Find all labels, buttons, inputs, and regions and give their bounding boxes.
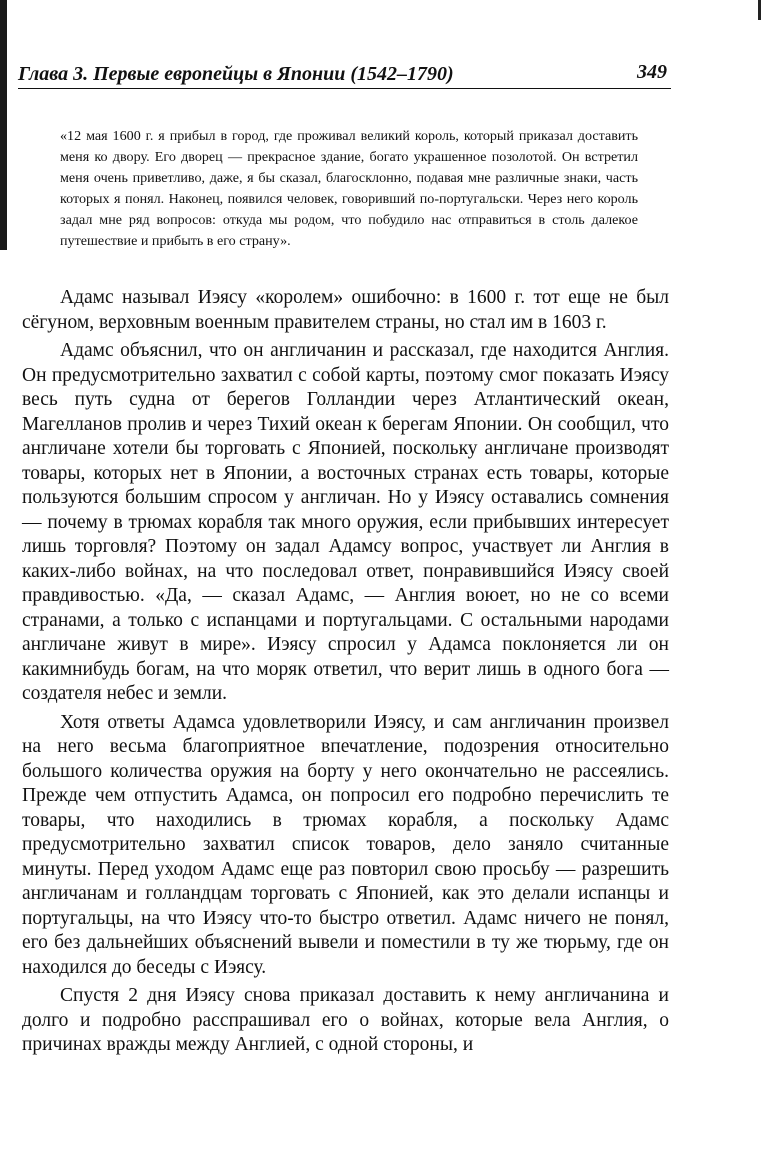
body-text <box>22 286 669 1058</box>
chapter-title: Глава 3. Первые европейцы в Японии (1542–1790) <box>18 63 454 85</box>
paragraph: Адамс называл Иэясу «королем» ошибочно: в 1600 г. тот еще не был сёгуном, верховным военным правителем страны, но стал им в 1603 г. <box>22 287 669 333</box>
block-quote: «12 мая 1600 г. я прибыл в город, где проживал великий король, который приказал доставить меня ко двору. Его дворец — прекрасное здание, богато украшенное позолотой. Он встретил меня очень приветливо, даже, я бы сказал, благосклонно, подавая мне различные знаки, часть которых я понял. Наконец, появился человек, говоривший по-португальски. Через него король задал мне ряд вопросов: откуда мы родом, что побудило нас отправиться в столь далекое путешествие и прибыть в его страну». <box>60 128 638 249</box>
scan-left-edge <box>0 0 7 250</box>
paragraph: Адамс объяснил, что он англичанин и рассказал, где находится Англия. Он предусмотрительно захватил с собой карты, поэтому смог показать Иэясу весь путь судна от берегов Голландии через Атлантический океан, Магелланов пролив и через Тихий океан к берегам Японии. Он сообщил, что англичане хотели бы торговать с Японией, поскольку англичане производят товары, которых нет в Японии, а восточных странах есть товары, которые пользуются большим спросом у англичан. Но у Иэясу оставались сомнения — почему в трюмах корабля так много оружия, если прибывших интересует лишь торговля? Поэтому он задал Адамсу вопрос, участвует ли Англия в каких-либо войнах, на что последовал ответ, понравившийся Иэясу своей правдивостью. «Да, — сказал Адамс, — Англия воюет, но не со всеми странами, а только с испанцами и португальцами. С остальными народами англичане живут в мире». Иэясу спросил у Адамса поклоняется ли он какимнибудь богам, на что моряк ответил, что верит лишь в одного бога — создателя небес и земли. <box>22 340 669 704</box>
paragraph: Хотя ответы Адамса удовлетворили Иэясу, и сам англичанин произвел на него весьма благоприятное впечатление, подозрения относительно большого количества оружия на борту у него окончательно не рассеялись. Прежде чем отпустить Адамса, он попросил его подробно перечислить те товары, что находились в трюмах корабля, а поскольку Адамс предусмотрительно захватил список товаров, дело заняло считанные минуты. Перед уходом Адамс еще раз повторил свою просьбу — разрешить англичанам и голландцам торговать с Японией, как это делали испанцы и португальцы, на что Иэясу что-то быстро ответил. Адамс ничего не понял, его без дальнейших объяснений вывели и поместили в ту же тюрьму, где он находился до беседы с Иэясу. <box>22 711 669 978</box>
paragraph: Спустя 2 дня Иэясу снова приказал доставить к нему англичанина и долго и подробно расспрашивал его о войнах, которые вела Англия, о причинах вражды между Англией, с одной стороны, и <box>22 985 669 1055</box>
scan-right-edge <box>758 0 761 20</box>
page-number: 349 <box>637 61 667 83</box>
running-header <box>18 58 671 89</box>
